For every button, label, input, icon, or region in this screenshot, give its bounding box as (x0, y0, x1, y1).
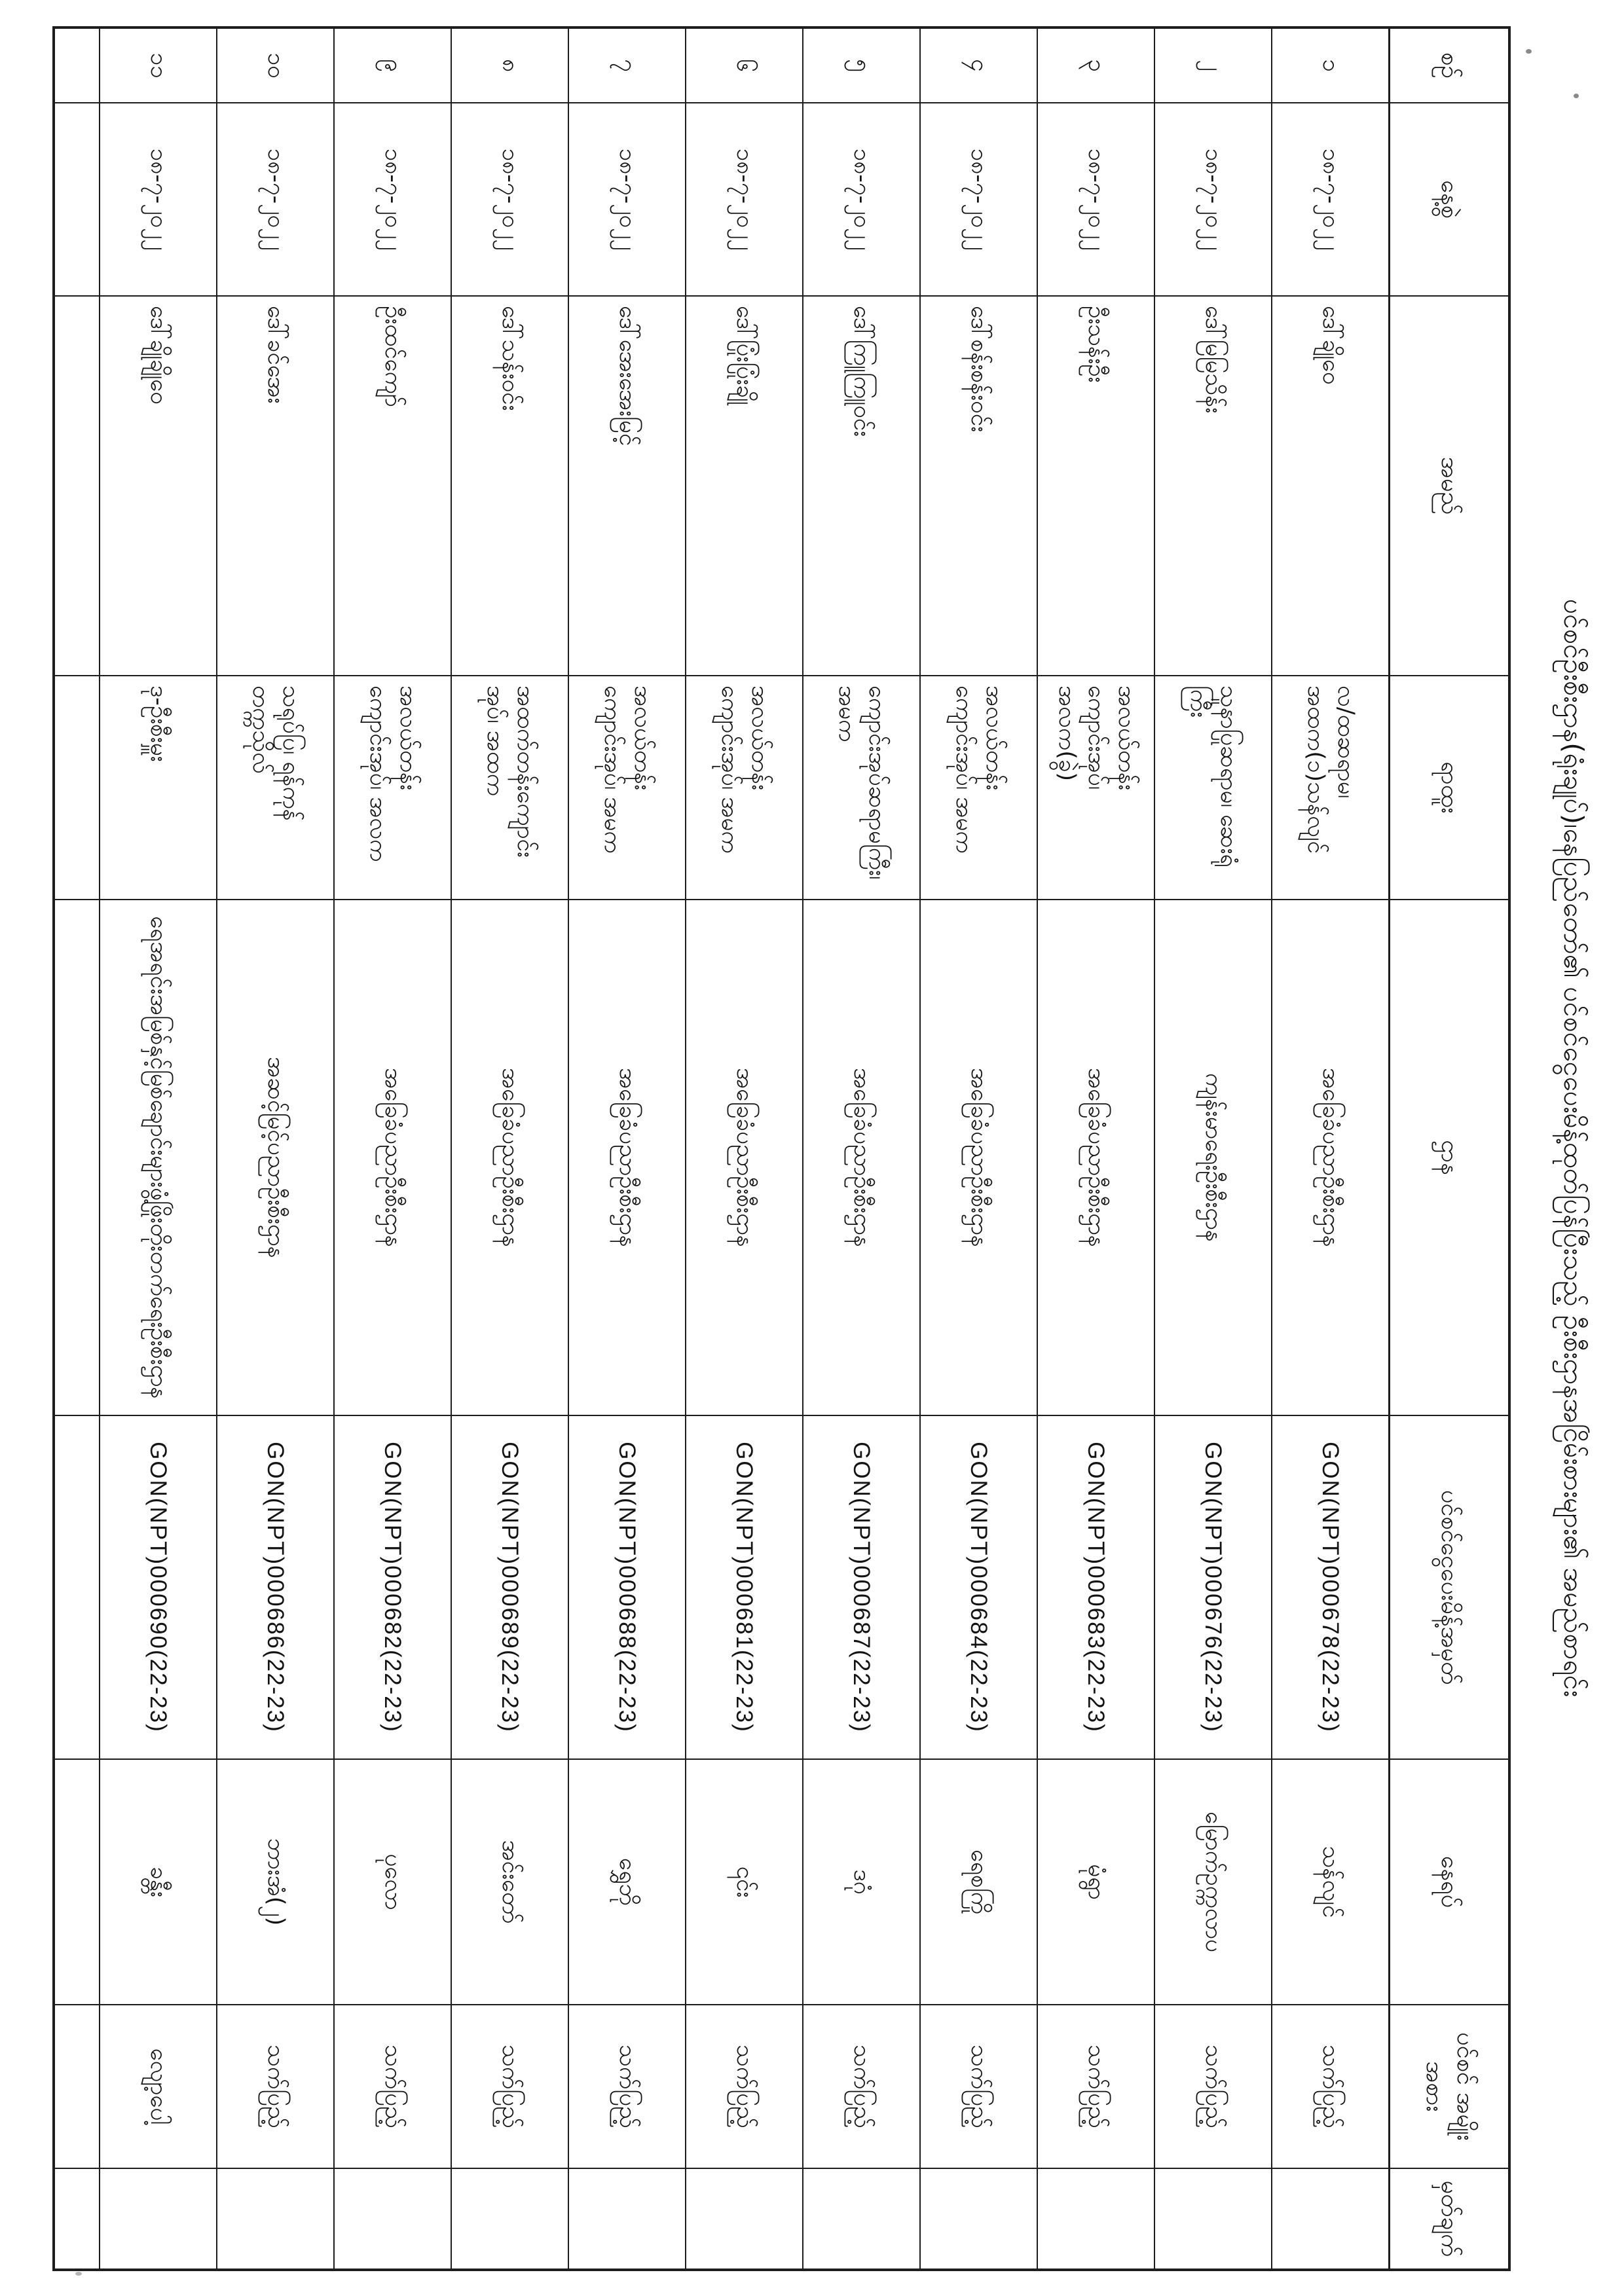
table-row (686, 27, 803, 2270)
cell-date: ၁၈-၇-၂၀၂၂ (1272, 103, 1390, 296)
cell-name: ဦးသန်းဦး (1037, 296, 1154, 676)
cell-remark (451, 2168, 568, 2270)
cell-position: သရုပ်ပြ၊ ရန်ကုန်တက္ကသိုလ် (217, 676, 334, 900)
document-title: ပင်စင်ဦးစီးဌာန(ရုံးချုပ်)၊နေပြည်တော်၏ ပင်စင်ငွေပေးမိန့်ထုတ်ပြန်ပြီးသည့် ဦးစီးဌာနအငြိမ်းစားများ၏ အမည်စာရင်း (1558, 598, 1589, 1698)
cell-pension_type: သက်ပြည့် (803, 2005, 920, 2168)
cell-no: ၁၁ (100, 27, 217, 103)
cell-department: အခြေခံပညာဦးစီးဌာန (803, 900, 920, 1415)
cell-remark (1037, 2168, 1154, 2270)
empty-cell (54, 1415, 100, 1759)
cell-position: လ/ထဆရာမ၊ အထက(၁)သန်လျင် (1272, 676, 1390, 900)
cell-name: ဒေါ်ခင်အေး (217, 296, 334, 676)
header-name: အမည် (1390, 296, 1510, 676)
cell-town: ရွှေဘို (568, 1759, 686, 2005)
cell-town: ရေစကြို (920, 1759, 1037, 2005)
cell-position: အလယ်တန်းကျောင်းအုပ်၊ အမက (686, 676, 803, 900)
cell-date: ၁၈-၇-၂၀၂၂ (568, 103, 686, 296)
cell-payment_order_no: GON(NPT)000690(22-23) (100, 1415, 217, 1759)
cell-town: မြောက်ဥက္ကလာပ (1154, 1759, 1272, 2005)
cell-position: ကျောင်းအုပ်ဆရာမကြီး၊ အမက (803, 676, 920, 900)
cell-department: အခြေခံပညာဦးစီးဌာန (334, 900, 451, 1415)
cell-no: ၃ (1037, 27, 1154, 103)
table-row (334, 27, 451, 2270)
cell-no: ၁ (1272, 27, 1390, 103)
cell-date: ၁၈-၇-၂၀၂၂ (100, 103, 217, 296)
cell-name: ဒေါ်မြမြသိန်း (1154, 296, 1272, 676)
header-pension-type: ပင်စင် အမျိုးအစား (1390, 2005, 1510, 2168)
header-date: နေ့စွဲ (1390, 103, 1510, 296)
cell-date: ၁၈-၇-၂၀၂၂ (1154, 103, 1272, 296)
cell-payment_order_no: GON(NPT)000689(22-23) (451, 1415, 568, 1759)
cell-pension_type: သက်ပြည့် (1037, 2005, 1154, 2168)
empty-cell (54, 2168, 100, 2270)
empty-cell (54, 27, 100, 103)
cell-payment_order_no: GON(NPT)000683(22-23) (1037, 1415, 1154, 1759)
cell-department: အခြေခံပညာဦးစီးဌာန (568, 900, 686, 1415)
cell-pension_type: သက်ပြည့် (568, 2005, 686, 2168)
cell-no: ၆ (686, 27, 803, 103)
cell-payment_order_no: GON(NPT)000684(22-23) (920, 1415, 1037, 1759)
cell-department: အခြေခံပညာဦးစီးဌာန (1272, 900, 1390, 1415)
cell-remark (803, 2168, 920, 2270)
empty-cell (54, 103, 100, 296)
cell-date: ၁၈-၇-၂၀၂၂ (451, 103, 568, 296)
cell-position: ဒု-ဦးစီးမှူး (100, 676, 217, 900)
cell-pension_type: သက်ပြည့် (686, 2005, 803, 2168)
pension-list-table (52, 26, 1511, 2271)
cell-no: ၉ (334, 27, 451, 103)
cell-date: ၁၈-၇-၂၀၂၂ (920, 103, 1037, 296)
empty-cell (54, 1759, 100, 2005)
cell-remark (1272, 2168, 1390, 2270)
cell-position: အလယ်တန်းကျောင်းအုပ်၊ အမက (568, 676, 686, 900)
empty-cell (54, 296, 100, 676)
header-department: ဌာန (1390, 900, 1510, 1415)
header-payment-order-no: ပင်စင်ငွေပေးမိန့်အမှတ် (1390, 1415, 1510, 1759)
cell-town: အင်းတော် (451, 1759, 568, 2005)
cell-department: အဆင့်မြင့်ပညာဦးစီးဌာန (217, 900, 334, 1415)
cell-no: ၇ (568, 27, 686, 103)
cell-remark (920, 2168, 1037, 2270)
cell-remark (334, 2168, 451, 2270)
cell-no: ၄ (920, 27, 1037, 103)
cell-department: ရေအရင်းအမြစ်နှင့်မြစ်ချောင်းများဖွံ့ဖြိုးတိုးတက်ရေးဦးစီးဌာန (100, 900, 217, 1415)
empty-cell (54, 900, 100, 1415)
cell-department: အခြေခံပညာဦးစီးဌာန (920, 900, 1037, 1415)
empty-cell (54, 2005, 100, 2168)
cell-remark (1154, 2168, 1272, 2270)
header-position: ရာထူး (1390, 676, 1510, 900)
cell-payment_order_no: GON(NPT)000686(22-23) (217, 1415, 334, 1759)
cell-pension_type: သက်ပြည့် (334, 2005, 451, 2168)
cell-remark (568, 2168, 686, 2270)
cell-date: ၁၈-၇-၂၀၂၂ (803, 103, 920, 296)
scan-speck (1526, 49, 1532, 54)
table-row (1037, 27, 1154, 2270)
cell-position: အထက်တန်းကျောင်းအုပ်၊ အထက (451, 676, 568, 900)
cell-no: ၁၀ (217, 27, 334, 103)
cell-name: ဦးထင်ကျော် (334, 296, 451, 676)
cell-name: ဒေါ်ပြုံးပြုံးချို (686, 296, 803, 676)
cell-remark (100, 2168, 217, 2270)
table-row (451, 27, 568, 2270)
table-header-row (1390, 27, 1510, 2270)
header-remark: မှတ်ချက် (1390, 2168, 1510, 2270)
cell-payment_order_no: GON(NPT)000688(22-23) (568, 1415, 686, 1759)
header-town: နေရပ် (1390, 1759, 1510, 2005)
cell-department: အခြေခံပညာဦးစီးဌာန (451, 900, 568, 1415)
cell-name: ဒေါ်ချိုချိုဝေ (100, 296, 217, 676)
header-no: စဉ် (1390, 27, 1510, 103)
cell-name: ဒေါ်အေးအေးမြင့် (568, 296, 686, 676)
cell-payment_order_no: GON(NPT)000682(22-23) (334, 1415, 451, 1759)
cell-payment_order_no: GON(NPT)000676(22-23) (1154, 1415, 1272, 1759)
cell-town: ဒဂုံ (803, 1759, 920, 2005)
cell-name: ဒေါ်ချိုဝေ (1272, 296, 1390, 676)
cell-department: ကျန်းမာရေးဦးစီးဌာန (1154, 900, 1272, 1415)
cell-town: ခန္တီး (100, 1759, 217, 2005)
cell-no: ၂ (1154, 27, 1272, 103)
cell-department: အခြေခံပညာဦးစီးဌာန (1037, 900, 1154, 1415)
cell-town: ၎င်း (686, 1759, 803, 2005)
table-row (920, 27, 1037, 2270)
table-row (1272, 27, 1390, 2270)
cell-date: ၁၈-၇-၂၀၂၂ (1037, 103, 1154, 296)
empty-cell (54, 676, 100, 900)
cell-payment_order_no: GON(NPT)000687(22-23) (803, 1415, 920, 1759)
cell-town: ပုလော (334, 1759, 451, 2005)
scan-speck (1574, 94, 1579, 98)
cell-town: သန်လျင် (1272, 1759, 1390, 2005)
cell-pension_type: သက်ပြည့် (920, 2005, 1037, 2168)
cell-pension_type: သက်ပြည့် (1154, 2005, 1272, 2168)
table-empty-row (54, 27, 100, 2270)
cell-remark (217, 2168, 334, 2270)
cell-date: ၁၈-၇-၂၀၂၂ (686, 103, 803, 296)
cell-department: အခြေခံပညာဦးစီးဌာန (686, 900, 803, 1415)
cell-name: ဒေါ်သန်းဝင်း (451, 296, 568, 676)
table-row (803, 27, 920, 2270)
cell-pension_type: လျော့ပေါ့ (100, 2005, 217, 2168)
cell-no: ၈ (451, 27, 568, 103)
cell-payment_order_no: GON(NPT)000681(22-23) (686, 1415, 803, 1759)
cell-pension_type: သက်ပြည့် (217, 2005, 334, 2168)
cell-position: အလယ်တန်းကျောင်းအုပ်၊ အလက (334, 676, 451, 900)
table-row (217, 27, 334, 2270)
table-row (1154, 27, 1272, 2270)
cell-name: ဒေါ်ကြူကြူဝင်း (803, 296, 920, 676)
table-row (568, 27, 686, 2270)
cell-no: ၅ (803, 27, 920, 103)
cell-pension_type: သက်ပြည့် (1272, 2005, 1390, 2168)
cell-town: ဘားအံ(၂) (217, 1759, 334, 2005)
cell-position: သူနာပြုဆရာမ၊ ဆေးရုံကြီး (1154, 676, 1272, 900)
cell-position: အလယ်တန်းကျောင်းအုပ်၊ အမက (920, 676, 1037, 900)
cell-town: မုံရွာ (1037, 1759, 1154, 2005)
cell-position: အလယ်တန်းကျောင်းအုပ်၊ အလက(ခွဲ) (1037, 676, 1154, 900)
cell-date: ၁၈-၇-၂၀၂၂ (334, 103, 451, 296)
cell-name: ဒေါ်စန်းစန်းဝင်း (920, 296, 1037, 676)
scan-speck (75, 2272, 82, 2276)
cell-date: ၁၈-၇-၂၀၂၂ (217, 103, 334, 296)
table-row (100, 27, 217, 2270)
cell-payment_order_no: GON(NPT)000678(22-23) (1272, 1415, 1390, 1759)
cell-pension_type: သက်ပြည့် (451, 2005, 568, 2168)
cell-remark (686, 2168, 803, 2270)
